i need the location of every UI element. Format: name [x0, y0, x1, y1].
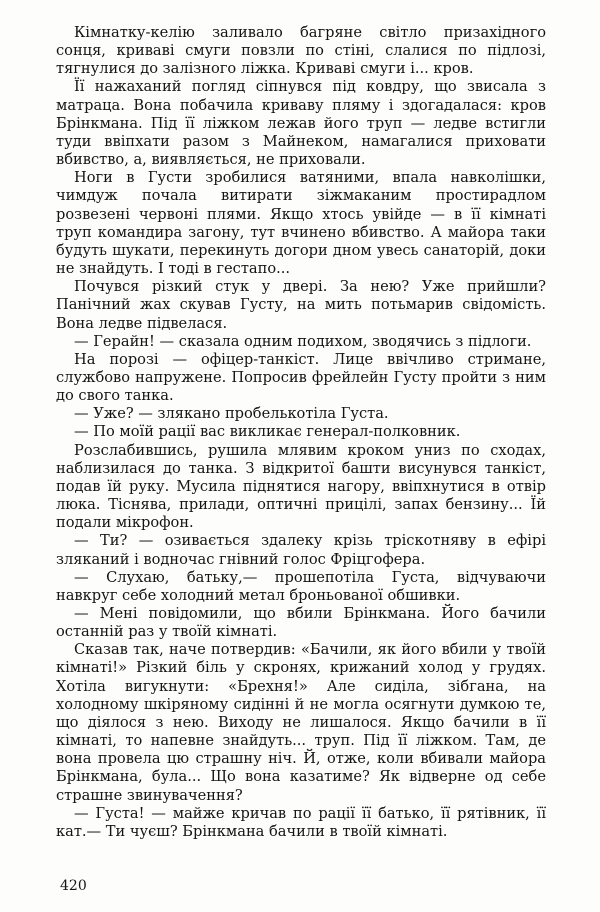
paragraph: — Густа! — майже кричав по рації її батько, її рятівник, її кат.— Ти чуєш? Брінкмана бачили в твоїй кімнаті.: [56, 804, 546, 840]
paragraph: Її нажаханий погляд сіпнувся під ковдру, що звисала з матраца. Вона побачила криваву пляму і здогадалася: кров Брінкмана. Під її ліжком лежав його труп — ледве встигли туди ввіпхати разом з Майнеком, намагалися приховати вбивство, а, виявляється, не приховали.: [56, 78, 546, 169]
paragraph: — Ти? — озивається здалеку крізь тріскотняву в ефірі зляканий і водночас гнівний голос Фріцгофера.: [56, 532, 546, 568]
paragraph: — Мені повідомили, що вбили Брінкмана. Його бачили останній раз у твоїй кімнаті.: [56, 605, 546, 641]
paragraph: — Герайн! — сказала одним подихом, зводячись з підлоги.: [74, 332, 532, 350]
paragraph: Кімнатку-келію заливало багряне світло призахідного сонця, криваві смуги повзли по стіні, слалися по підлозі, тягнулися до залізного ліжка. Криваві смуги і... кров.: [56, 24, 546, 78]
paragraph: Почувся різкий стук у двері. За нею? Уже прийшли? Панічний жах скував Густу, на мить потьмарив свідомість. Вона ледве підвелася.: [56, 278, 546, 332]
body-text: [56, 24, 546, 841]
paragraph: — Слухаю, батьку,— прошепотіла Густа, відчуваючи навкруг себе холодний метал броньованої обшивки.: [56, 568, 546, 604]
paragraph: На порозі — офіцер-танкіст. Лице ввічливо стримане, службово напружене. Попросив фрейлейн Густу пройти з ним до свого танка.: [56, 350, 546, 405]
paragraph: Сказав так, наче потвердив: «Бачили, як його вбили у твоїй кімнаті!» Різкий біль у скронях, крижаний холод у грудях. Хотіла вигукнути: «Брехня!» Але сиділа, зібгана, на холодному шкіряному сидінні й не могла осягнути думкою те, що діялося з нею. Виходу не лишалося. Якщо бачили в її кімнаті, то напевне знайдуть... труп. Під її ліжком. Там, де вона провела цю страшну ніч. Й, отже, коли вбивали майора Брінкмана, була... Що вона казатиме? Як відверне од себе страшне звинувачення?: [56, 641, 546, 804]
paragraph: Розслабившись, рушила млявим кроком униз по сходах, наблизилася до танка. З відкритої башти висунувся танкіст, подав їй руку. Мусила піднятися нагору, ввіпхнутися в отвір люка. Тіснява, прилади, оптичні прицілі, запах бензину... Їй подали мікрофон.: [56, 441, 546, 532]
page-number: 420: [60, 878, 87, 894]
paragraph: Ноги в Густи зробилися ватяними, впала навколішки, чимдуж почала витирати зіжмаканим простирадлом розвезені червоні плями. Якщо хтось увійде — в її кімнаті труп командира загону, тут вчинено вбивство. А майора таки будуть шукати, перекинуть догори дном увесь санаторій, доки не знайдуть. І тоді в гестапо...: [56, 169, 546, 278]
paragraph: — По моїй рації вас викликає генерал-полковник.: [74, 423, 461, 441]
paragraph: — Уже? — злякано пробелькотіла Густа.: [74, 405, 389, 423]
